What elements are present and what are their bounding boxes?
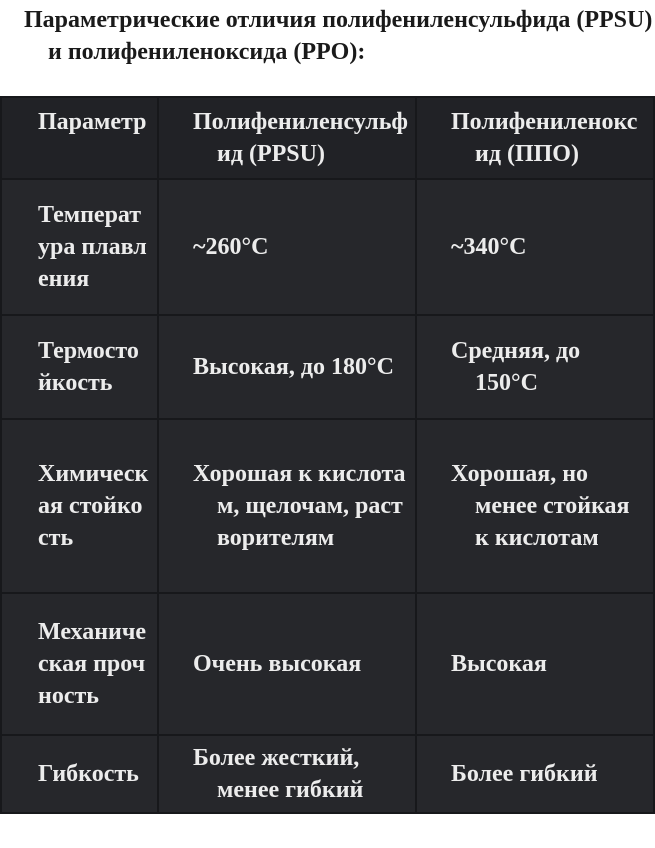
table-row (2, 180, 653, 314)
value-cell-ppsu (159, 594, 415, 734)
value-ppsu: Более жесткий, менее гибкий (193, 745, 364, 803)
value-cell-ppo (417, 594, 653, 734)
table-row (2, 316, 653, 418)
param-label: Химическая стойкость (38, 461, 149, 551)
table-row (2, 736, 653, 812)
value-cell-ppo (417, 316, 653, 418)
param-label: Температура плавления (38, 202, 147, 292)
header-label-parameter: Параметр (38, 109, 147, 135)
param-cell (2, 180, 157, 314)
value-ppo: Высокая (451, 651, 547, 677)
value-ppo: ~340°C (451, 234, 527, 260)
header-cell-parameter (2, 98, 157, 178)
value-cell-ppsu (159, 420, 415, 592)
value-ppsu: Очень высокая (193, 651, 362, 677)
param-cell (2, 736, 157, 812)
param-label: Термостойкость (38, 338, 139, 396)
header-cell-ppo (417, 98, 653, 178)
value-ppo: Средняя, до 150°C (451, 338, 581, 396)
param-label: Механическая прочность (38, 619, 147, 709)
param-cell (2, 594, 157, 734)
param-cell (2, 316, 157, 418)
value-ppsu: ~260°C (193, 234, 269, 260)
value-cell-ppo (417, 180, 653, 314)
value-cell-ppo (417, 420, 653, 592)
comparison-table-container (0, 96, 655, 814)
value-cell-ppsu (159, 736, 415, 812)
value-cell-ppsu (159, 316, 415, 418)
value-ppo: Хорошая, но менее стойкая к кислотам (451, 461, 630, 551)
header-cell-ppsu (159, 98, 415, 178)
table-row (2, 594, 653, 734)
value-ppo: Более гибкий (451, 761, 598, 787)
header-label-ppsu: Полифениленсульфид (PPSU) (193, 109, 409, 167)
param-cell (2, 420, 157, 592)
value-cell-ppo (417, 736, 653, 812)
header-label-ppo: Полифениленоксид (ППО) (451, 109, 638, 167)
value-ppsu: Хорошая к кислотам, щелочам, растворителям (193, 461, 406, 551)
table-header-row (2, 98, 653, 178)
value-ppsu: Высокая, до 180°C (193, 354, 394, 380)
value-cell-ppsu (159, 180, 415, 314)
table-row (2, 420, 653, 592)
param-label: Гибкость (38, 761, 139, 787)
document-title: Параметрические отличия полифениленсульфида (PPSU) и полифениленоксида (PPO): (24, 7, 653, 65)
comparison-table (0, 96, 655, 814)
